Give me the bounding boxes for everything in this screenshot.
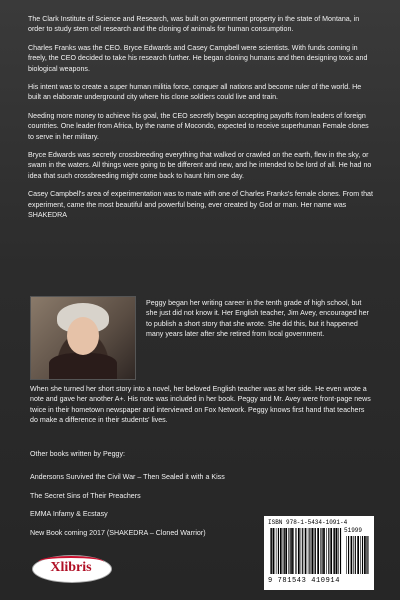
synopsis-paragraph: Charles Franks was the CEO. Bryce Edwards and Casey Campbell were scientists. With funds coming in freely, the CEO decided to take his research further. He began cloning humans and then designing toxic and biological weapons. [28, 43, 368, 73]
book-title: EMMA Infamy & Ecstasy [30, 510, 108, 519]
publisher-name: Xlibris [50, 560, 92, 575]
other-books-heading: Other books written by Peggy: [30, 450, 126, 458]
ean-barcode-bars [270, 528, 342, 574]
author-photo [30, 296, 136, 380]
other-books-list [30, 472, 300, 546]
addon-number: 51999 [344, 527, 363, 534]
book-title: Andersons Survived the Civil War – Then Sealed it with a Kiss [30, 473, 225, 481]
barcode [264, 516, 374, 590]
synopsis-paragraph: The Clark Institute of Science and Research, was built on government property in the state of Montana, in order to study stem cell research and the cloning of animals for human consumption. [28, 15, 360, 34]
synopsis [28, 14, 374, 229]
addon-barcode-bars [346, 536, 370, 574]
ean-number: 9 781543 410914 [268, 577, 341, 585]
synopsis-paragraph: Bryce Edwards was secretly crossbreeding everything that walked or crawled on the earth, flew in the sky, or swam in the waters. All things were going to be different and new, and he intended to be lord of all. He had no idea that such crossbreeding might come back to haunt him one day. [28, 151, 372, 180]
publisher-logo [28, 552, 114, 584]
author-bio-paragraph: Peggy began her writing career in the tenth grade of high school, but she just did not know it. Her English teacher, Jim Avey, encouraged her to publish a short story that she wrote. She did this, but it happened many years later after she retired from local government. [146, 299, 369, 339]
synopsis-paragraph: Casey Campbell's area of experimentation was to mate with one of Charles Franks's female clones. From that experiment, came the most beautiful and powerful being, ever created by God or man. Her name was SHAKEDRA [28, 190, 373, 220]
synopsis-paragraph: Needing more money to achieve his goal, the CEO secretly began accepting payoffs from leaders of foreign countries. One leader from Africa, by the name of Mocondo, expected to receive superhuman Female clones to serve in her military. [28, 111, 369, 141]
author-bio-paragraph: When she turned her short story into a novel, her beloved English teacher was at her side. He even wrote a note and gave her another A+. His note was included in her book. Peggy and Mr. Avey were front-page news twice in their hometown newspaper and interviewed on Fox Network. Peggy knows first hand that teachers do make a difference in their students' lives. [30, 385, 371, 425]
isbn-label: ISBN 978-1-5434-1091-4 [268, 519, 348, 526]
synopsis-paragraph: His intent was to create a super human militia force, conquer all nations and become ruler of the world. He built an elaborate underground city where his clone soldiers could live and train. [28, 83, 362, 102]
book-title: The Secret Sins of Their Preachers [30, 491, 141, 500]
book-title: New Book coming 2017 (SHAKEDRA – Cloned Warrior) [30, 528, 206, 537]
author-bio-continued [30, 384, 374, 426]
author-bio-intro [146, 298, 374, 340]
